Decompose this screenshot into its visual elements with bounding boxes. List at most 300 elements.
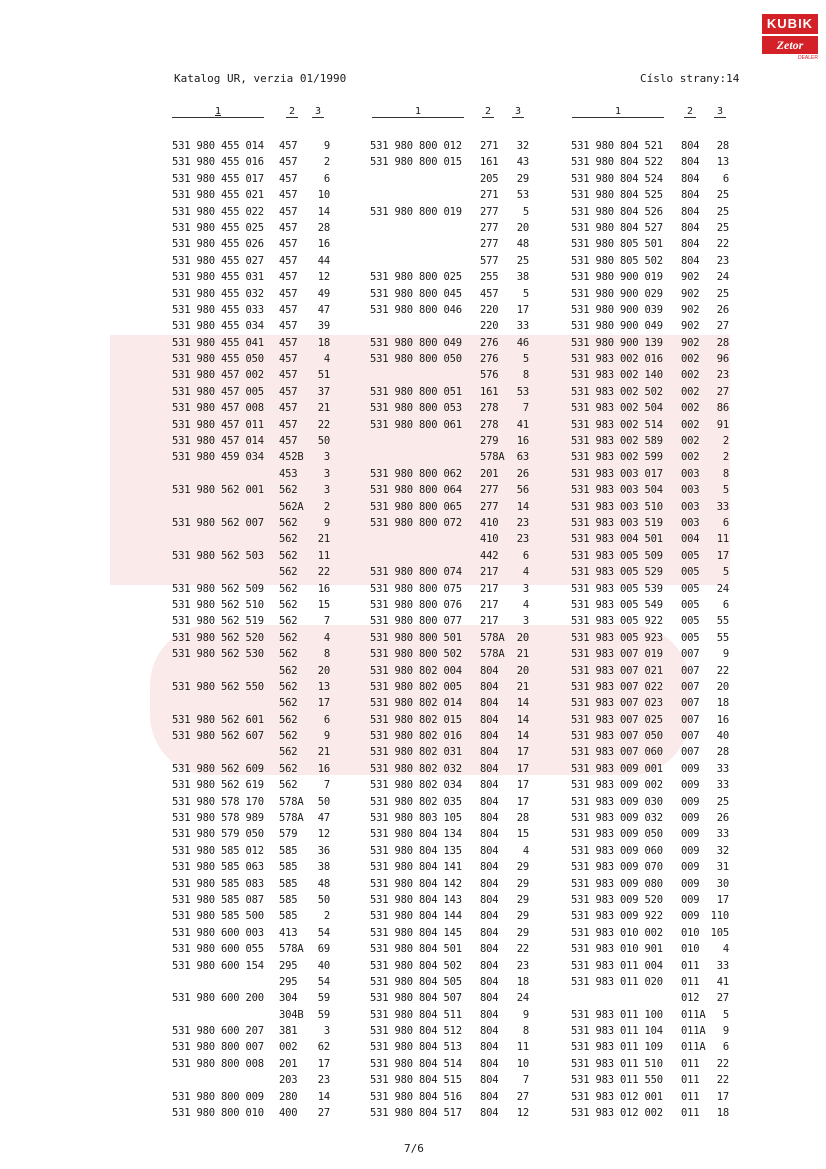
group-number: 002 xyxy=(681,369,700,382)
position-number: 14 xyxy=(516,713,529,726)
group-number: 276 xyxy=(480,353,499,366)
part-number: 531 980 562 007 xyxy=(172,516,264,529)
position-number: 18 xyxy=(317,336,330,349)
position-number: 110 xyxy=(710,910,729,923)
group-number: 804 xyxy=(681,238,700,251)
position-number: 27 xyxy=(516,1090,529,1103)
group-number: 457 xyxy=(279,303,298,316)
group-number: 562 xyxy=(279,730,298,743)
position-number: 12 xyxy=(317,271,330,284)
position-number: 55 xyxy=(716,615,729,628)
part-number: 531 980 804 513 xyxy=(370,1041,462,1054)
part-number: 531 980 804 516 xyxy=(370,1090,462,1103)
part-number: 531 980 455 050 xyxy=(172,353,264,366)
position-number: 17 xyxy=(516,779,529,792)
group-number: 585 xyxy=(279,910,298,923)
position-number: 28 xyxy=(716,746,729,759)
group-number: 009 xyxy=(681,779,700,792)
group-number: 457 xyxy=(480,287,499,300)
position-number: 20 xyxy=(716,680,729,693)
group-number: 295 xyxy=(279,959,298,972)
position-number: 39 xyxy=(317,320,330,333)
logo-kubik-text: KUBIK xyxy=(762,14,818,34)
group-number: 201 xyxy=(279,1057,298,1070)
position-number: 17 xyxy=(716,549,729,562)
position-number: 105 xyxy=(710,926,729,939)
group-number: 003 xyxy=(681,467,700,480)
position-number: 9 xyxy=(722,648,729,661)
position-number: 27 xyxy=(716,320,729,333)
group-number: 220 xyxy=(480,320,499,333)
position-number: 47 xyxy=(317,812,330,825)
catalog-title: Katalog UR, verzia 01/1990 xyxy=(174,72,347,85)
part-number: 531 980 800 075 xyxy=(370,582,462,595)
part-number: 531 980 457 008 xyxy=(172,402,264,415)
part-number: 531 980 805 502 xyxy=(571,254,663,267)
part-number: 531 980 800 051 xyxy=(370,385,462,398)
group-number: 457 xyxy=(279,320,298,333)
position-number: 24 xyxy=(516,992,529,1005)
position-number: 3 xyxy=(323,467,330,480)
part-number: 531 980 562 503 xyxy=(172,549,264,562)
position-number: 7 xyxy=(522,402,529,415)
position-number: 22 xyxy=(317,566,330,579)
group-number: 562 xyxy=(279,533,298,546)
position-number: 17 xyxy=(516,746,529,759)
part-number: 531 980 900 139 xyxy=(571,336,663,349)
position-number: 24 xyxy=(716,271,729,284)
position-number: 20 xyxy=(516,631,529,644)
group-number: 277 xyxy=(480,500,499,513)
group-number: 804 xyxy=(681,172,700,185)
position-number: 33 xyxy=(716,779,729,792)
group-number: 457 xyxy=(279,271,298,284)
position-number: 29 xyxy=(516,877,529,890)
group-number: 161 xyxy=(480,385,499,398)
group-number: 804 xyxy=(480,664,499,677)
position-number: 23 xyxy=(716,369,729,382)
part-number: 531 980 804 507 xyxy=(370,992,462,1005)
col-header-3: 3 xyxy=(512,106,524,118)
group-number: 278 xyxy=(480,402,499,415)
position-number: 3 xyxy=(323,484,330,497)
position-number: 22 xyxy=(516,943,529,956)
group-number: 457 xyxy=(279,369,298,382)
part-number: 531 980 802 035 xyxy=(370,795,462,808)
group-number: 011 xyxy=(681,1107,700,1120)
part-number: 531 980 455 041 xyxy=(172,336,264,349)
position-number: 18 xyxy=(516,975,529,988)
part-number: 531 980 800 502 xyxy=(370,648,462,661)
group-number: 010 xyxy=(681,926,700,939)
group-number: 562 xyxy=(279,549,298,562)
part-number: 531 980 562 510 xyxy=(172,598,264,611)
group-number: 011A xyxy=(681,1025,706,1038)
group-number: 562 xyxy=(279,664,298,677)
group-number: 804 xyxy=(480,730,499,743)
position-number: 22 xyxy=(716,238,729,251)
position-number: 26 xyxy=(516,467,529,480)
position-number: 27 xyxy=(317,1107,330,1120)
position-number: 3 xyxy=(522,582,529,595)
group-number: 011 xyxy=(681,1057,700,1070)
position-number: 37 xyxy=(317,385,330,398)
position-number: 22 xyxy=(716,664,729,677)
position-number: 18 xyxy=(716,697,729,710)
position-number: 3 xyxy=(323,1025,330,1038)
group-number: 457 xyxy=(279,189,298,202)
position-number: 46 xyxy=(516,336,529,349)
position-number: 7 xyxy=(323,615,330,628)
group-number: 203 xyxy=(279,1074,298,1087)
position-number: 6 xyxy=(722,516,729,529)
position-number: 4 xyxy=(522,598,529,611)
group-number: 442 xyxy=(480,549,499,562)
part-number: 531 980 578 989 xyxy=(172,812,264,825)
part-number: 531 980 600 200 xyxy=(172,992,264,1005)
group-number: 009 xyxy=(681,828,700,841)
group-number: 804 xyxy=(480,1057,499,1070)
position-number: 11 xyxy=(516,1041,529,1054)
group-number: 562 xyxy=(279,615,298,628)
group-number: 007 xyxy=(681,697,700,710)
part-number: 531 980 804 521 xyxy=(571,140,663,152)
group-number: 011 xyxy=(681,959,700,972)
group-number: 277 xyxy=(480,221,499,234)
group-number: 410 xyxy=(480,516,499,529)
group-number: 277 xyxy=(480,238,499,251)
position-number: 11 xyxy=(317,549,330,562)
position-number: 5 xyxy=(522,353,529,366)
group-number: 562 xyxy=(279,582,298,595)
group-number: 002 xyxy=(681,418,700,431)
group-number: 005 xyxy=(681,615,700,628)
part-number: 531 983 002 589 xyxy=(571,435,663,448)
group-number: 804 xyxy=(480,828,499,841)
part-number: 531 983 002 140 xyxy=(571,369,663,382)
group-number: 804 xyxy=(480,943,499,956)
group-number: 005 xyxy=(681,566,700,579)
group-number: 011 xyxy=(681,975,700,988)
group-number: 562 xyxy=(279,697,298,710)
group-number: 276 xyxy=(480,336,499,349)
group-number: 255 xyxy=(480,271,499,284)
part-number: 531 980 800 007 xyxy=(172,1041,264,1054)
part-number: 531 980 800 045 xyxy=(370,287,462,300)
group-number: 579 xyxy=(279,828,298,841)
group-number: 804 xyxy=(480,844,499,857)
group-number: 585 xyxy=(279,877,298,890)
group-number: 562 xyxy=(279,648,298,661)
position-number: 25 xyxy=(716,287,729,300)
position-number: 50 xyxy=(317,893,330,906)
part-number: 531 980 804 505 xyxy=(370,975,462,988)
part-number: 531 980 802 014 xyxy=(370,697,462,710)
part-number: 531 983 011 104 xyxy=(571,1025,663,1038)
part-number: 531 980 800 012 xyxy=(370,140,462,152)
part-number: 531 983 005 509 xyxy=(571,549,663,562)
part-number: 531 980 802 034 xyxy=(370,779,462,792)
part-number: 531 983 003 510 xyxy=(571,500,663,513)
position-number: 23 xyxy=(317,1074,330,1087)
position-number: 9 xyxy=(323,140,330,152)
part-number: 531 980 457 002 xyxy=(172,369,264,382)
group-number: 457 xyxy=(279,402,298,415)
col-header-1: 1 xyxy=(172,106,264,118)
group-number: 280 xyxy=(279,1090,298,1103)
position-number: 10 xyxy=(516,1057,529,1070)
group-number: 804 xyxy=(480,1090,499,1103)
part-number: 531 983 005 922 xyxy=(571,615,663,628)
position-number: 23 xyxy=(516,959,529,972)
group-number: 457 xyxy=(279,221,298,234)
group-number: 804 xyxy=(480,1041,499,1054)
position-number: 28 xyxy=(317,221,330,234)
group-number: 577 xyxy=(480,254,499,267)
group-number: 576 xyxy=(480,369,499,382)
position-number: 2 xyxy=(323,910,330,923)
part-number: 531 980 804 511 xyxy=(370,1008,462,1021)
group-number: 002 xyxy=(681,435,700,448)
group-number: 410 xyxy=(480,533,499,546)
position-number: 25 xyxy=(716,221,729,234)
group-number: 011 xyxy=(681,1074,700,1087)
position-number: 59 xyxy=(317,1008,330,1021)
position-number: 17 xyxy=(317,697,330,710)
group-number: 278 xyxy=(480,418,499,431)
group-number: 804 xyxy=(480,713,499,726)
group-number: 804 xyxy=(681,221,700,234)
part-number: 531 980 800 010 xyxy=(172,1107,264,1120)
group-number: 457 xyxy=(279,418,298,431)
group-number: 005 xyxy=(681,598,700,611)
group-number: 457 xyxy=(279,238,298,251)
group-number: 804 xyxy=(480,926,499,939)
part-number: 531 980 900 019 xyxy=(571,271,663,284)
part-number: 531 980 900 029 xyxy=(571,287,663,300)
position-number: 41 xyxy=(716,975,729,988)
part-number: 531 983 005 539 xyxy=(571,582,663,595)
part-number: 531 980 804 145 xyxy=(370,926,462,939)
part-number: 531 980 800 062 xyxy=(370,467,462,480)
part-number: 531 980 459 034 xyxy=(172,451,264,464)
group-number: 804 xyxy=(480,762,499,775)
position-number: 16 xyxy=(716,713,729,726)
group-number: 277 xyxy=(480,484,499,497)
kubik-zetor-logo xyxy=(762,14,818,61)
position-number: 29 xyxy=(516,926,529,939)
part-number: 531 980 455 033 xyxy=(172,303,264,316)
position-number: 17 xyxy=(716,1090,729,1103)
group-number: 009 xyxy=(681,861,700,874)
part-number: 531 983 011 020 xyxy=(571,975,663,988)
part-number: 531 980 900 039 xyxy=(571,303,663,316)
group-number: 804 xyxy=(480,680,499,693)
position-number: 28 xyxy=(716,140,729,152)
group-number: 012 xyxy=(681,992,700,1005)
part-number: 531 980 804 512 xyxy=(370,1025,462,1038)
position-number: 6 xyxy=(323,172,330,185)
position-number: 21 xyxy=(317,402,330,415)
position-number: 40 xyxy=(716,730,729,743)
group-number: 304B xyxy=(279,1008,304,1021)
part-number: 531 983 005 549 xyxy=(571,598,663,611)
group-number: 562 xyxy=(279,680,298,693)
group-number: 007 xyxy=(681,746,700,759)
part-number: 531 983 007 022 xyxy=(571,680,663,693)
part-number: 531 983 012 002 xyxy=(571,1107,663,1120)
group-number: 002 xyxy=(681,385,700,398)
position-number: 20 xyxy=(516,221,529,234)
group-number: 304 xyxy=(279,992,298,1005)
position-number: 16 xyxy=(317,582,330,595)
position-number: 63 xyxy=(516,451,529,464)
group-number: 009 xyxy=(681,795,700,808)
part-number: 531 980 803 105 xyxy=(370,812,462,825)
position-number: 5 xyxy=(722,1008,729,1021)
position-number: 2 xyxy=(323,156,330,169)
position-number: 4 xyxy=(722,943,729,956)
group-number: 457 xyxy=(279,205,298,218)
position-number: 18 xyxy=(716,1107,729,1120)
part-number: 531 980 457 011 xyxy=(172,418,264,431)
position-number: 13 xyxy=(317,680,330,693)
position-number: 69 xyxy=(317,943,330,956)
position-number: 9 xyxy=(323,730,330,743)
position-number: 26 xyxy=(716,303,729,316)
position-number: 62 xyxy=(317,1041,330,1054)
group-number: 585 xyxy=(279,861,298,874)
group-number: 804 xyxy=(480,959,499,972)
part-number: 531 980 800 061 xyxy=(370,418,462,431)
position-number: 40 xyxy=(317,959,330,972)
position-number: 21 xyxy=(317,533,330,546)
group-number: 562 xyxy=(279,746,298,759)
group-number: 271 xyxy=(480,140,499,152)
position-number: 25 xyxy=(516,254,529,267)
part-number: 531 980 802 032 xyxy=(370,762,462,775)
position-number: 22 xyxy=(716,1074,729,1087)
position-number: 28 xyxy=(516,812,529,825)
part-number: 531 983 002 514 xyxy=(571,418,663,431)
part-number: 531 983 009 922 xyxy=(571,910,663,923)
group-number: 457 xyxy=(279,385,298,398)
position-number: 33 xyxy=(516,320,529,333)
position-number: 33 xyxy=(716,762,729,775)
group-number: 804 xyxy=(681,156,700,169)
part-number: 531 980 455 031 xyxy=(172,271,264,284)
position-number: 29 xyxy=(516,910,529,923)
part-number: 531 983 003 519 xyxy=(571,516,663,529)
part-number: 531 980 800 049 xyxy=(370,336,462,349)
part-number: 531 980 900 049 xyxy=(571,320,663,333)
part-number: 531 980 800 064 xyxy=(370,484,462,497)
group-number: 002 xyxy=(681,402,700,415)
position-number: 25 xyxy=(716,205,729,218)
part-number: 531 980 804 135 xyxy=(370,844,462,857)
group-number: 010 xyxy=(681,943,700,956)
position-number: 23 xyxy=(716,254,729,267)
part-number: 531 980 800 074 xyxy=(370,566,462,579)
part-number: 531 983 007 019 xyxy=(571,648,663,661)
position-number: 29 xyxy=(516,172,529,185)
part-number: 531 980 562 519 xyxy=(172,615,264,628)
part-number: 531 980 800 053 xyxy=(370,402,462,415)
part-number: 531 983 009 001 xyxy=(571,762,663,775)
group-number: 011A xyxy=(681,1008,706,1021)
position-number: 3 xyxy=(522,615,529,628)
part-number: 531 980 562 609 xyxy=(172,762,264,775)
col-header-3: 3 xyxy=(312,106,324,118)
position-number: 8 xyxy=(323,648,330,661)
position-number: 44 xyxy=(317,254,330,267)
part-number: 531 980 804 522 xyxy=(571,156,663,169)
position-number: 8 xyxy=(522,369,529,382)
position-number: 2 xyxy=(722,451,729,464)
group-number: 804 xyxy=(480,910,499,923)
position-number: 11 xyxy=(716,533,729,546)
group-number: 009 xyxy=(681,893,700,906)
group-number: 009 xyxy=(681,877,700,890)
position-number: 9 xyxy=(323,516,330,529)
position-number: 2 xyxy=(323,500,330,513)
group-number: 562 xyxy=(279,516,298,529)
part-number: 531 980 585 500 xyxy=(172,910,264,923)
group-number: 804 xyxy=(480,1107,499,1120)
part-number: 531 980 804 517 xyxy=(370,1107,462,1120)
group-number: 002 xyxy=(681,353,700,366)
group-number: 902 xyxy=(681,336,700,349)
part-number: 531 983 009 050 xyxy=(571,828,663,841)
group-number: 804 xyxy=(681,189,700,202)
group-number: 804 xyxy=(681,205,700,218)
group-number: 277 xyxy=(480,205,499,218)
group-number: 002 xyxy=(279,1041,298,1054)
group-number: 562A xyxy=(279,500,304,513)
part-number: 531 983 007 050 xyxy=(571,730,663,743)
part-number: 531 983 007 025 xyxy=(571,713,663,726)
part-number: 531 980 600 003 xyxy=(172,926,264,939)
part-number: 531 983 005 923 xyxy=(571,631,663,644)
part-number: 531 983 011 550 xyxy=(571,1074,663,1087)
group-number: 161 xyxy=(480,156,499,169)
position-number: 25 xyxy=(716,189,729,202)
group-number: 413 xyxy=(279,926,298,939)
part-number: 531 980 804 514 xyxy=(370,1057,462,1070)
position-number: 3 xyxy=(323,451,330,464)
part-number: 531 980 455 021 xyxy=(172,189,264,202)
group-number: 007 xyxy=(681,664,700,677)
group-number: 804 xyxy=(480,795,499,808)
group-number: 011 xyxy=(681,1090,700,1103)
part-number: 531 983 009 070 xyxy=(571,861,663,874)
group-number: 804 xyxy=(480,746,499,759)
group-number: 009 xyxy=(681,910,700,923)
group-number: 902 xyxy=(681,303,700,316)
group-number: 279 xyxy=(480,435,499,448)
group-number: 205 xyxy=(480,172,499,185)
position-number: 55 xyxy=(716,631,729,644)
position-number: 17 xyxy=(317,1057,330,1070)
position-number: 29 xyxy=(516,893,529,906)
page-label: Císlo strany:14 xyxy=(640,72,740,85)
part-number: 531 980 805 501 xyxy=(571,238,663,251)
col-header-2: 2 xyxy=(684,106,696,118)
position-number: 5 xyxy=(722,566,729,579)
part-number: 531 980 804 527 xyxy=(571,221,663,234)
position-number: 6 xyxy=(722,598,729,611)
position-number: 27 xyxy=(716,385,729,398)
